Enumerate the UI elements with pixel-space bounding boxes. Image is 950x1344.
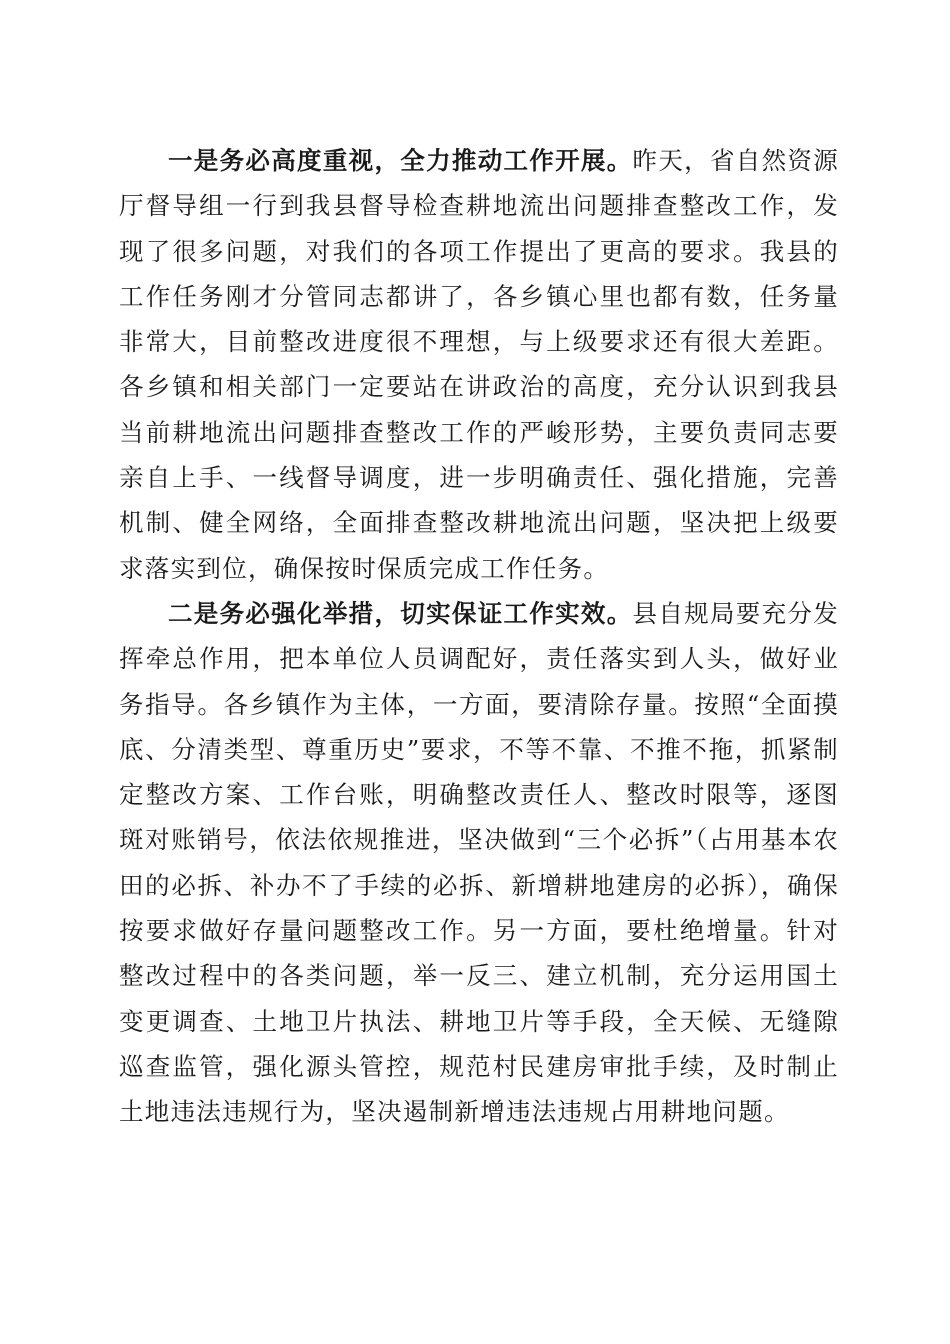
paragraph-1-text: 昨天，省自然资源厅督导组一行到我县督导检查耕地流出问题排查整改工作，发现了很多问题，对我们的各项工作提出了更高的要求。我县的工作任务刚才分管同志都讲了，各乡镇心里也都有数，任务量非常大，目前整改进度很不理想，与上级要求还有很大差距。各乡镇和相关部门一定要站在讲政治的高度，充分认识到我县当前耕地流出问题排查整改工作的严峻形势，主要负责同志要亲自上手、一线督导调度，进一步明确责任、强化措施，完善机制、健全网络，全面排查整改耕地流出问题，坚决把上级要求落实到位，确保按时保质完成工作任务。 bbox=[119, 146, 839, 583]
paragraph-2-text: 县自规局要充分发挥牵总作用，把本单位人员调配好，责任落实到人头，做好业务指导。各乡镇作为主体，一方面，要清除存量。按照“全面摸底、分清类型、尊重历史”要求，不等不靠、不推不拖，抓紧制定整改方案、工作台账，明确整改责任人、整改时限等，逐图斑对账销号，依法依规推进，坚决做到“三个必拆”（占用基本农田的必拆、补办不了手续的必拆、新增耕地建房的必拆），确保按要求做好存量问题整改工作。另一方面，要杜绝增量。针对整改过程中的各类问题，举一反三、建立机制，充分运用国土变更调查、土地卫片执法、耕地卫片等手段，全天候、无缝隙巡查监管，强化源头管控，规范村民建房审批手续，及时制止土地违法违规行为，坚决遏制新增违法违规占用耕地问题。 bbox=[119, 598, 839, 1127]
paragraph-2 bbox=[119, 591, 839, 1135]
document-body bbox=[119, 138, 839, 1135]
paragraph-1-heading: 一是务必高度重视，全力推动工作开展。 bbox=[168, 146, 633, 175]
paragraph-2-heading: 二是务必强化举措，切实保证工作实效。 bbox=[168, 598, 633, 628]
paragraph-1 bbox=[119, 138, 839, 591]
